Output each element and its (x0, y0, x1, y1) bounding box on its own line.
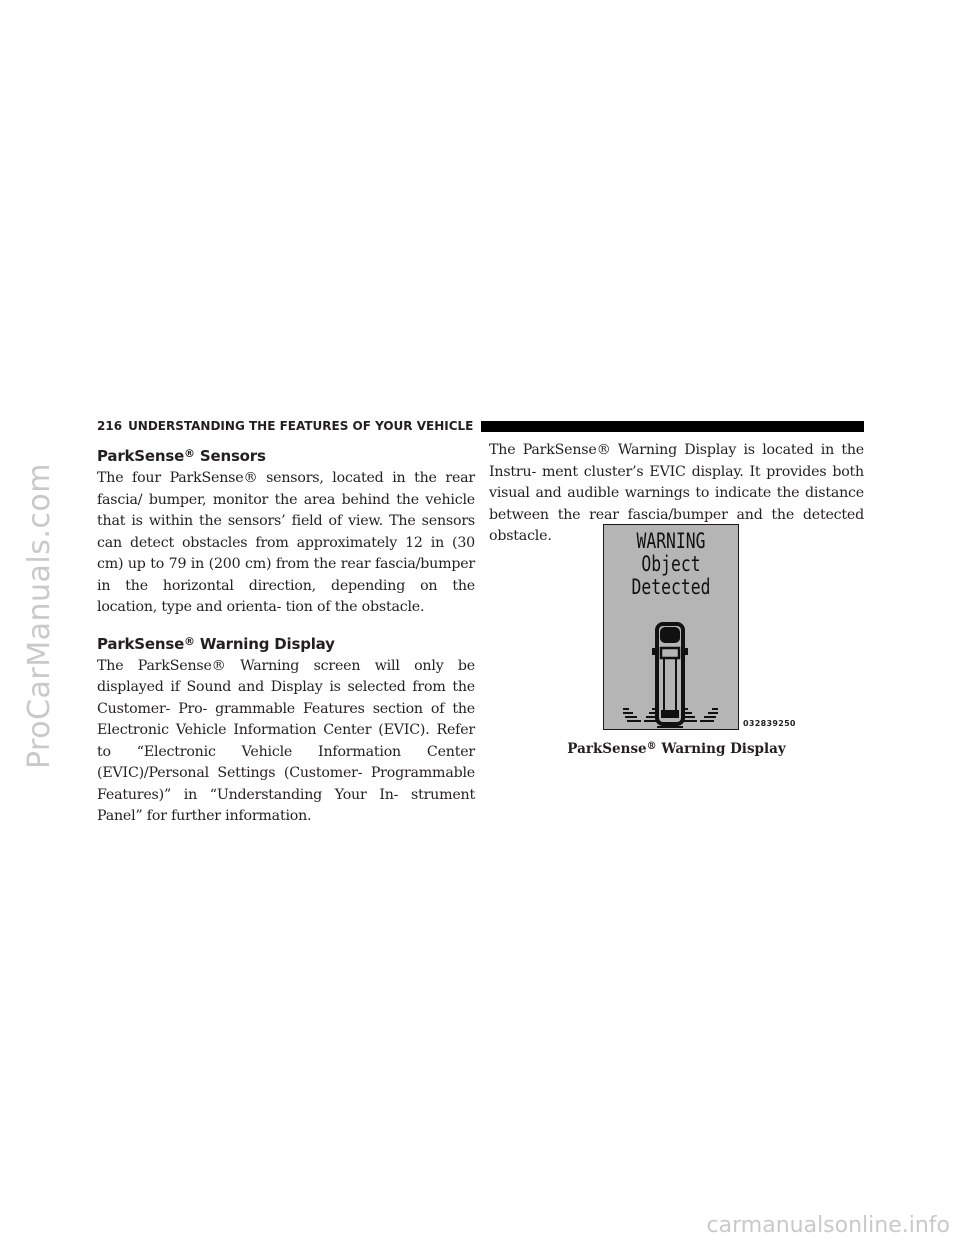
running-header (97, 419, 864, 433)
paragraph-warning-display: The ParkSense® Warning screen will only be displayed if Sound and Display is selected from the Customer- Pro- grammable Features section of the Electronic Vehicle Information Center (EVIC). Refer to “Electronic Vehicle Information Center (EVIC)/Personal Settings (Customer- Programmable Features)” in “Understanding Your In- strument Panel” for further information. (97, 657, 475, 824)
evic-warning-display-figure (603, 524, 739, 730)
paragraph-display-location: The ParkSense® Warning Display is located in the Instru- ment cluster’s EVIC display. It provides both visual and audible warnings to indicate the distance between the rear fascia/bumper and the detected obstacle. (489, 442, 864, 544)
section-title: UNDERSTANDING THE FEATURES OF YOUR VEHICLE (128, 419, 474, 433)
display-detected-text: Detected (631, 575, 711, 599)
vehicle-left-mirror (652, 648, 658, 655)
watermark-procarmanuals: ProCarManuals.com (22, 463, 57, 770)
page-number: 216 (97, 419, 123, 433)
watermark-carmanualsonline: carmanualsonline.info (706, 1213, 950, 1238)
vehicle-windshield (661, 648, 679, 658)
vehicle-hood (660, 627, 680, 643)
heading-parksense-sensors: ParkSense® Sensors (97, 447, 266, 465)
heading-parksense-warning-display: ParkSense® Warning Display (97, 634, 335, 653)
paragraph-sensors: The four ParkSense® sensors, located in the rear fascia/ bumper, monitor the area behind the vehicle that is within the sensors’ field of view. The sensors can detect obstacles from approximately 12 in (30 cm) up to 79 in (200 cm) from the rear fascia/bumper in the horizontal direction, depending on the location, type and orienta- tion of the obstacle. (97, 470, 475, 615)
display-warning-text: WARNING (636, 529, 706, 553)
figure-code: 032839250 (743, 719, 796, 728)
header-rule (481, 421, 864, 432)
display-object-text: Object (641, 552, 701, 576)
vehicle-right-mirror (682, 648, 688, 655)
vehicle-top-view-icon (604, 618, 737, 728)
left-column (97, 440, 475, 828)
figure-caption: ParkSense® Warning Display (567, 741, 786, 757)
